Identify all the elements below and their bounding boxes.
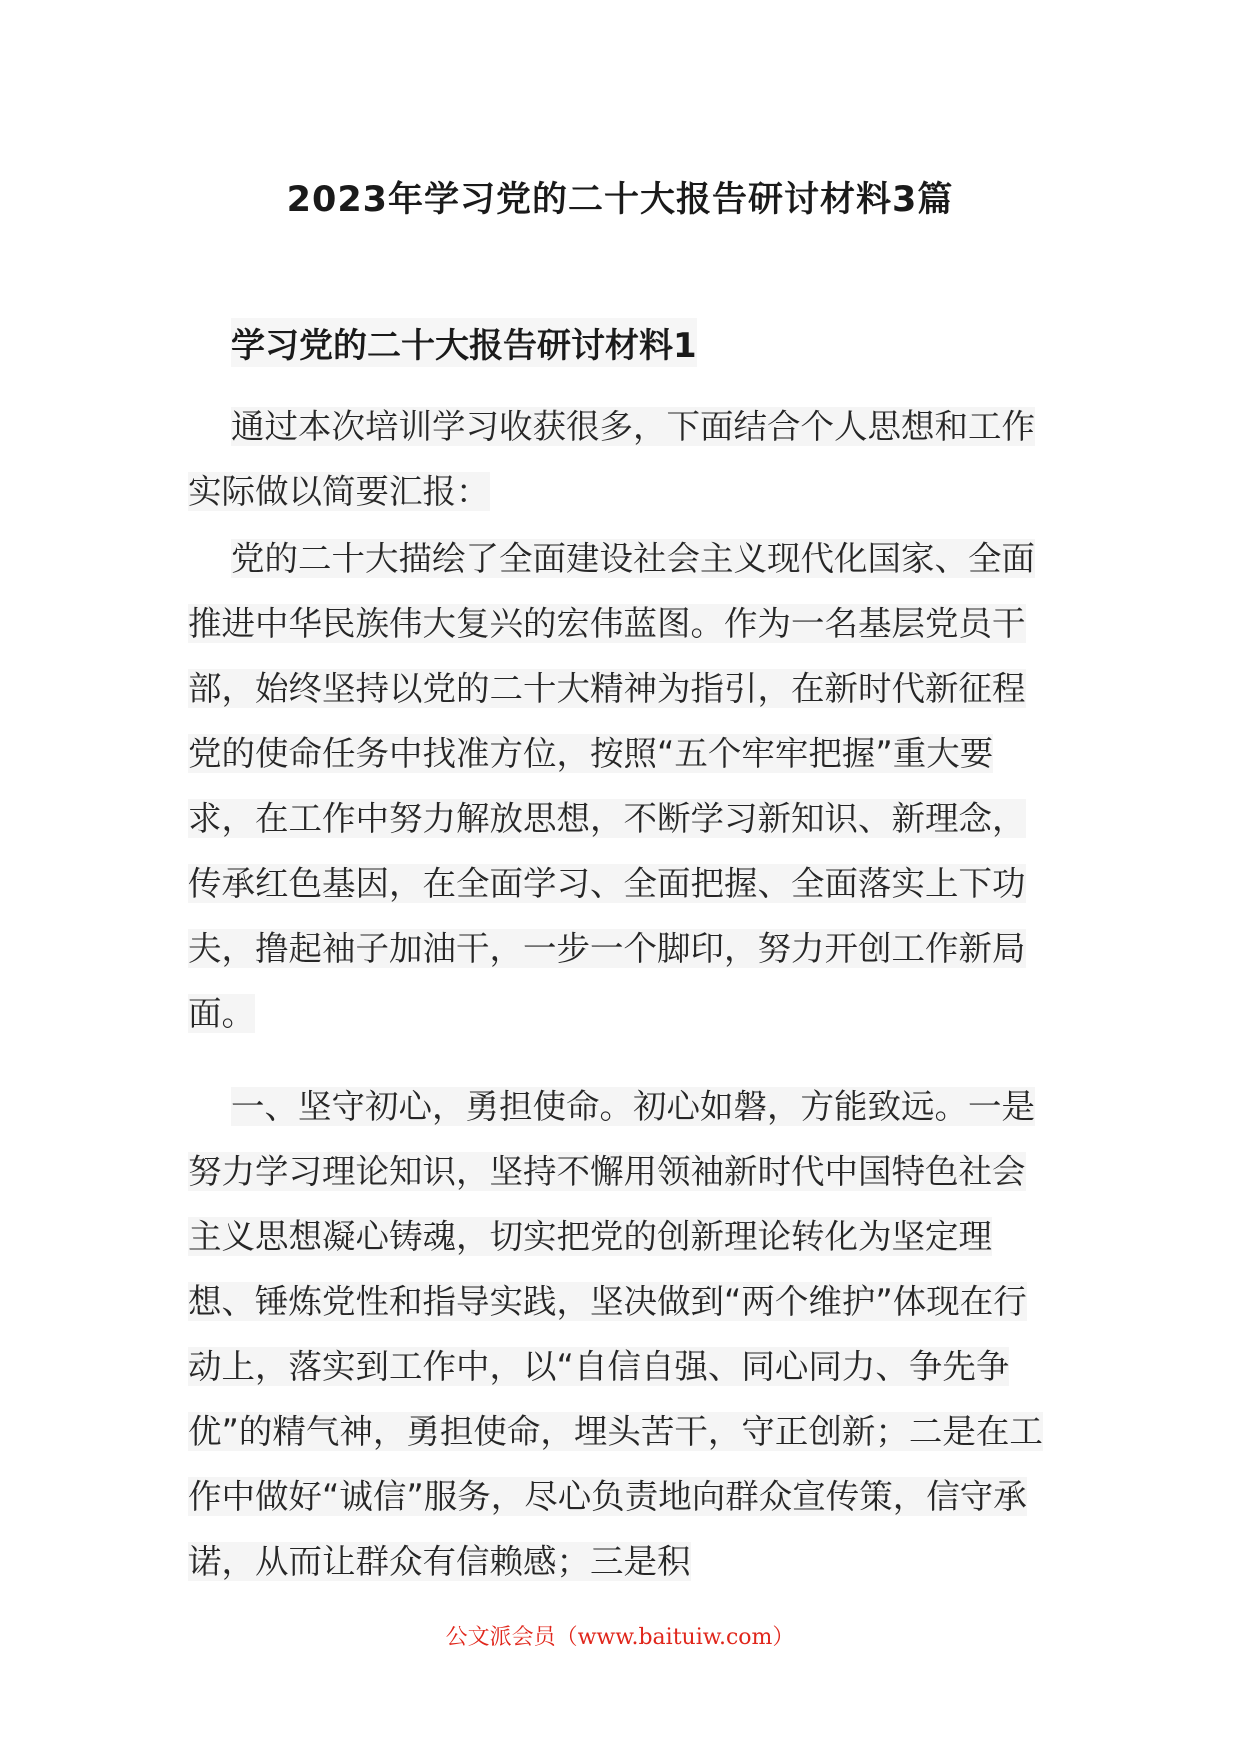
- paragraph-intro: [188, 394, 1053, 524]
- paragraph-point-one: [188, 1074, 1053, 1594]
- paragraph-text: 一、坚守初心，勇担使命。初心如磐，方能致远。一是努力学习理论知识，坚持不懈用领袖新时代中国特色社会主义思想凝心铸魂，切实把党的创新理论转化为坚定理想、锤炼党性和指导实践，坚决做到“两个维护”体现在行动上，落实到工作中，以“自信自强、同心同力、争先争优”的精气神，勇担使命，埋头苦干，守正创新；二是在工作中做好“诚信”服务，尽心负责地向群众宣传策，信守承诺，从而让群众有信赖感；三是积: [188, 1087, 1043, 1581]
- document-title: 2023年学习党的二十大报告研讨材料3篇: [286, 180, 954, 220]
- paragraph-text: 通过本次培训学习收获很多，下面结合个人思想和工作实际做以简要汇报：: [188, 407, 1035, 511]
- footer-watermark: 公文派会员（www.baituiw.com）: [445, 1625, 795, 1650]
- section-heading: 学习党的二十大报告研讨材料1: [231, 318, 697, 367]
- paragraph-text: 党的二十大描绘了全面建设社会主义现代化国家、全面推进中华民族伟大复兴的宏伟蓝图。作为一名基层党员干部，始终坚持以党的二十大精神为指引，在新时代新征程党的使命任务中找准方位，按照“五个牢牢把握”重大要求，在工作中努力解放思想，不断学习新知识、新理念，传承红色基因，在全面学习、全面把握、全面落实上下功夫，撸起袖子加油干，一步一个脚印，努力开创工作新局面。: [188, 539, 1035, 1033]
- paragraph-overview: [188, 526, 1053, 1046]
